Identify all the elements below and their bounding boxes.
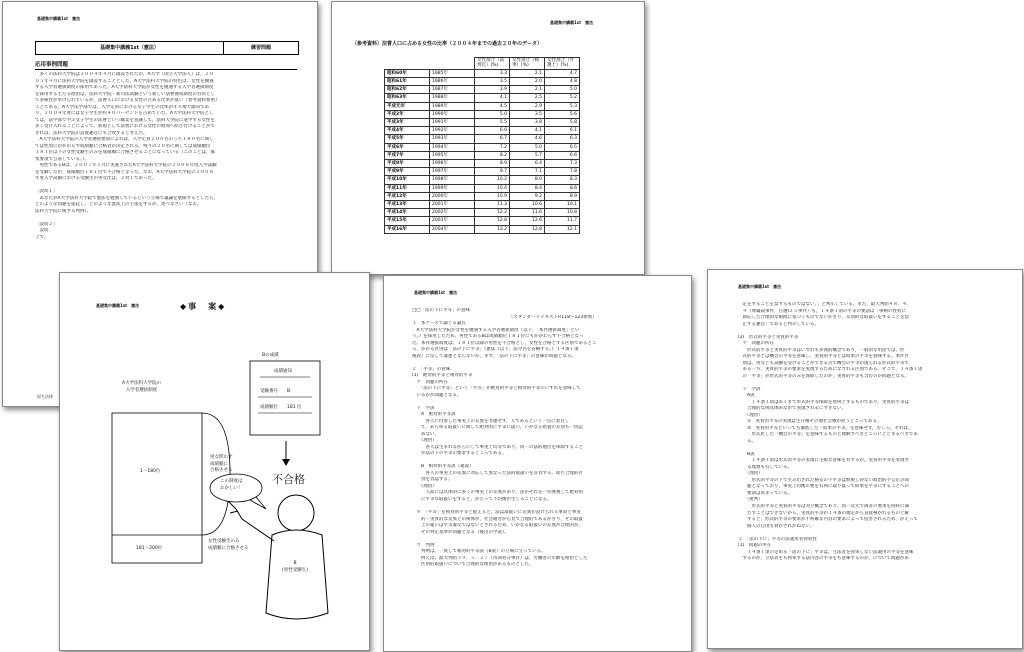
page-header: 基礎集中講義1st 憲法 — [738, 284, 782, 289]
text-line: (1) 問題の所在 — [738, 543, 772, 549]
table-cell: 平成11年 — [385, 184, 430, 192]
text-line: ウ 判例 — [412, 542, 435, 548]
rank-top-label: 1～180位 — [140, 469, 161, 474]
table-cell: 6.7 — [475, 135, 510, 143]
text-line: 別を容認する。 — [412, 477, 453, 483]
title-cell: 基礎集中講義1st（憲法） — [36, 42, 224, 54]
notice-rank: 成績順位 181 位 — [260, 405, 302, 410]
text-line: 年度入学試験における受験生の男女比は，２対１であった。 — [35, 176, 157, 182]
text-line: するのか，立法者をも拘束する法内容の平等をも意味するのか，について問題があ — [738, 556, 909, 562]
page-commentary-2 — [707, 269, 1023, 649]
table-cell: 5.2 — [545, 94, 580, 102]
table-cell: 6.3 — [545, 135, 580, 143]
text-line: が法の下の平等の要求するところである。 — [412, 451, 507, 457]
table-cell: 5.5 — [475, 119, 510, 127]
text-line: 個人の自由も脅かされかねない。 — [738, 523, 815, 529]
notice-title: 成績通知 — [274, 369, 292, 374]
text-line: 判例は，一貫して相対的平等説（B説）の立場に立っている。 — [412, 549, 546, 555]
table-caption: 〔参考資料〕法曹人口に占める女性の比率（２００４年までの過去２０年のデータ） — [352, 41, 543, 47]
page-reference-table — [331, 1, 645, 275]
text-line: A 絶対的平等説 — [412, 412, 456, 418]
table-cell: 2.1 — [510, 69, 545, 77]
table-cell: 2003年 — [430, 217, 475, 225]
table-cell: 平成12年 — [385, 192, 430, 200]
text-line: ア 問題の所在 — [412, 379, 448, 385]
data-table — [384, 57, 580, 234]
text-line: （理由） — [412, 438, 437, 444]
text-line: A説 — [738, 393, 755, 399]
table-row — [385, 168, 580, 176]
text-line: て多様性が挙げられているが，法曹人口における女性の占める比率が低い（参考資料参照） — [35, 98, 220, 104]
text-line: (2) 形式的平等と実質的平等 — [738, 334, 799, 340]
text-line: 式的平等とは機会の平等を意味し，実質的平等とは結果の平等を意味する。本件区 — [738, 354, 909, 360]
text-line: 形式化した「機会の平等」を意味するものと理解すべきところにとどまるべきであ — [738, 432, 918, 438]
commentary-body — [738, 302, 1006, 563]
table-cell: 12.1 — [545, 225, 580, 233]
table-cell: 5.6 — [545, 110, 580, 118]
text-line: 即応した合理的な根拠に基づくものでないかぎり，差別的な取扱いをすることを禁 — [738, 315, 909, 321]
table-cell: 昭和63年 — [385, 94, 430, 102]
table-cell: 3.5 — [510, 110, 545, 118]
table-cell: 10.2 — [475, 176, 510, 184]
text-line: する入学者選抜制度の採用であった。A大学法科大学院が女性を優遇する入学者選抜制度 — [35, 85, 214, 91]
text-line: 男性であるBは，２００７年５月に実施されたA大学法科大学院の２００８年度入学試験 — [35, 163, 217, 169]
text-line: 止する趣旨」であると判示している。 — [738, 321, 819, 327]
text-line: 各人の事実上の差異に対応して異なった法的取扱いを許容する。即ち合理的区 — [412, 470, 583, 476]
table-cell: 9.2 — [510, 192, 545, 200]
text-line: １４条１項の定める「法の下に」平等は，立法者を拘束しない法適用の平等を意味 — [738, 549, 914, 555]
text-line: １４条１項は形式的平等の実現に主眼な意味を有するが，実質的平等を実現す — [738, 458, 909, 464]
text-line: （スタンダードテキストP.118～123参照） — [412, 314, 597, 320]
text-line: た。本件選抜制度は，１８１位以降の男性を不合格とし，女性を合格とする区別であるとこ — [412, 340, 597, 346]
table-row — [385, 160, 580, 168]
notice-label: Bの成績 — [262, 353, 279, 358]
table-cell: 5.8 — [545, 119, 580, 127]
table-cell: 8.6 — [545, 184, 580, 192]
text-line: 上で， — [35, 234, 49, 240]
text-line: （批判） — [738, 497, 763, 503]
text-line: ０５年４月に法科大学院を創設することとした。A大学法科大学院の特色は，女性を優遇 — [35, 78, 214, 84]
text-line: いるかが問題となる。 — [412, 392, 462, 398]
table-cell: 8.2 — [475, 151, 510, 159]
table-cell: 平成15年 — [385, 217, 430, 225]
text-line: １４条１項はあくまで形式的平等保障を原則とするものであり，実質的平等は — [738, 399, 909, 405]
table-row — [385, 119, 580, 127]
table-cell: 1993年 — [430, 135, 475, 143]
table-cell: 7.8 — [545, 168, 580, 176]
person-body-icon — [266, 530, 328, 619]
speech-text: この制度は おかしい！ — [220, 479, 243, 491]
case-title: ◆事 案◆ — [180, 302, 227, 311]
table-cell: 8.4 — [510, 184, 545, 192]
page-case-illustration — [59, 272, 370, 651]
fail-label: 不合格 — [272, 473, 305, 486]
text-line: り，２００４年度には女子学生が約４０パーセントを占めていた。A大学法科大学院とし — [35, 111, 214, 117]
table-cell: 13.2 — [475, 225, 510, 233]
text-line: （理由） — [738, 471, 763, 477]
table-cell: 2002年 — [430, 209, 475, 217]
text-line: 要請は高まっている。 — [738, 490, 792, 496]
table-cell: 1999年 — [430, 184, 475, 192]
text-line: ては，法学部で学ぶ女子学生の法曹という職業を意識して，法科大学院に進学する女性を — [35, 117, 215, 123]
text-line: １８１位以下の女性受験生のみを成績順に合格させることになっている（このことは，募 — [35, 150, 215, 156]
text-line: 人間には具体的に多くの事実上の差異があり，法がそれを一切無視して絶対的 — [412, 490, 583, 496]
table-row — [385, 176, 580, 184]
text-line: ① 実質的平等の実現は生存権その他社会権が担うところである。 — [738, 419, 882, 425]
table-cell: 10.6 — [510, 201, 545, 209]
table-cell: 1987年 — [430, 86, 475, 94]
text-line: ２ 「平等」の意味 — [412, 366, 451, 372]
text-line: 集要項で公表している。）。 — [35, 156, 89, 162]
table-cell: 3.9 — [475, 86, 510, 94]
text-line: ４（尊属殺事件，百選Ⅰ２５事件）も，１４条１項の平等の要請は「事柄の性質に — [738, 308, 906, 314]
table-cell: 5.0 — [475, 110, 510, 118]
text-line: ＊ 「平等」を相対的平等と捉えると，法は取扱いに差異が設けられる事項と事実 — [412, 509, 581, 515]
table-row — [385, 102, 580, 110]
text-line: 各人は生まれながらにして事実上均等であり，同一の法的地位を保障すること — [412, 444, 583, 450]
table-cell: 11.6 — [510, 209, 545, 217]
table-cell: 1997年 — [430, 168, 475, 176]
table-cell: 平成14年 — [385, 209, 430, 217]
table-cell: 平成4年 — [385, 127, 430, 135]
table-cell: 1992年 — [430, 127, 475, 135]
table-cell: 4.8 — [545, 77, 580, 85]
table-row — [385, 69, 580, 77]
table-cell: 5.7 — [510, 151, 545, 159]
title-box — [35, 41, 299, 55]
table-cell: 2.9 — [510, 102, 545, 110]
text-line: B 相対的平等説（通説） — [412, 464, 474, 470]
rule-bottom-label: 女性受験生のみ 成績順に合格させる — [208, 539, 249, 551]
text-line: の「平等」が形式的平等のみを保障したのか，実質的平等も含むのか問題となる。 — [738, 373, 909, 379]
table-cell: 1998年 — [430, 176, 475, 184]
text-line: に平等な取扱いをすると，かえって不均衡が生じることになる。 — [412, 496, 552, 502]
text-line: ② 実質的平等といっても徹底した「結果の平等」を意味せず，むしろ，それは， — [738, 425, 913, 431]
table-cell: 平成13年 — [385, 201, 430, 209]
table-row — [385, 94, 580, 102]
text-line: 後段）に反して違憲とならないか。まず，「法の下に平等」の意味が問題となる。 — [412, 353, 576, 359]
table-header-row — [385, 58, 580, 70]
table-cell: 6.4 — [510, 160, 545, 168]
text-line: どのような問題を提起し，どのような憲法上の主張をするか，述べなさい（なお， — [35, 202, 202, 208]
text-line: ３ 「法の下に」平等の法適用者拘束性 — [738, 536, 817, 542]
table-cell: 1988年 — [430, 94, 475, 102]
section-heading: 応用事例問題 — [35, 60, 297, 70]
table-row — [385, 217, 580, 225]
table-cell: 8.3 — [545, 176, 580, 184]
page-header: 基礎集中講義1st 憲法 — [550, 20, 594, 25]
commentary-body — [412, 308, 674, 569]
table-cell: 平成16年 — [385, 225, 430, 233]
table-cell: 4.1 — [475, 94, 510, 102]
table-cell: 1996年 — [430, 160, 475, 168]
table-row — [385, 86, 580, 94]
text-line: 形式的平等の下で生み出された格差の不平等は無視し得ない政治的不公正の問 — [738, 477, 909, 483]
table-cell: 7.1 — [510, 168, 545, 176]
table-cell: 7.2 — [475, 143, 510, 151]
table-cell: 3.5 — [475, 77, 510, 85]
table-row — [385, 184, 580, 192]
table-cell: 4.6 — [510, 135, 545, 143]
table-cell: 平成6年 — [385, 143, 430, 151]
text-line: 形式的平等と実質的平等は対立概念であり，同一次元で両者の要求を同時に満 — [738, 503, 909, 509]
person-head-icon — [278, 495, 314, 531]
text-line: ことである。A大学法学部では，入学定員における女子学生の比率が年々増大傾向であ — [35, 104, 210, 110]
table-cell: 10.1 — [545, 201, 580, 209]
text-line: イ 学説 — [738, 386, 761, 392]
text-line: 題となっており，事実上均衡の要を有利に取り扱って結果を平等にすることへの — [738, 484, 909, 490]
table-cell: 6.6 — [545, 151, 580, 159]
table-cell: 5.0 — [510, 143, 545, 151]
text-line: B説 — [738, 451, 755, 457]
text-line: ア 問題の所在 — [738, 341, 774, 347]
person-label: B (男性受験生) — [282, 561, 309, 573]
table-cell: 1990年 — [430, 110, 475, 118]
text-line: 定をすることを禁ずるものではない。」と判示している。また，最大判昭４８．４． — [738, 302, 912, 307]
table-cell: 2.0 — [510, 77, 545, 85]
page-header: 基礎集中講義1st 憲法 — [96, 303, 140, 308]
text-line: その判定基準が問題となる（後出の学説）。 — [412, 529, 509, 535]
page-header: 基礎集中講義1st 憲法 — [37, 16, 81, 21]
problem-body — [35, 72, 301, 241]
table-cell: 平成2年 — [385, 110, 430, 118]
table-cell: 9.7 — [475, 168, 510, 176]
text-line: ある一方，実質的平等の要求を実現するためになされる区別である。そこで，１４条１項 — [738, 367, 923, 373]
table-cell: 平成3年 — [385, 119, 430, 127]
table-cell: 2000年 — [430, 192, 475, 200]
table-row — [385, 110, 580, 118]
text-line: を受験したが，成績順位１８１位で不合格となった。なお，A大学法科大学院の２００８ — [35, 169, 214, 175]
table-row — [385, 201, 580, 209]
table-cell: 1991年 — [430, 119, 475, 127]
text-line: 区別的取扱いについて合理的な理由があるものとした。 — [412, 562, 534, 568]
text-line: 〔設問１〕 — [35, 189, 58, 195]
text-line: １ 本ケースで論じる論点 — [412, 321, 466, 327]
table-cell: 平成5年 — [385, 135, 430, 143]
column-header: 女性割合（検事）(%) — [510, 58, 545, 70]
table-row — [385, 77, 580, 85]
text-line: る理想も有している。 — [738, 464, 792, 470]
table-cell: 6.0 — [475, 127, 510, 135]
text-line: 合理的な則具体的な形で実現されるにすぎない。 — [738, 406, 846, 412]
table-cell: 6.1 — [545, 127, 580, 135]
text-line: あなたがA大学法科大学院で憲法を勉強しているという立場で議論を展開するとしたら， — [35, 195, 219, 201]
notice-id: 受験番号 B — [260, 389, 291, 394]
text-line: A大学法科大学院の入学者選抜要項によれば，入学定員２００名のうち１８０名に関し — [35, 137, 214, 143]
table-cell: 3.3 — [475, 69, 510, 77]
rule-top-label: 男女問わず 成績順に 合格させる — [210, 455, 233, 474]
table-cell: 7.3 — [545, 160, 580, 168]
table-cell: 1995年 — [430, 151, 475, 159]
table-cell: 平成8年 — [385, 160, 430, 168]
table-cell: 8.0 — [510, 176, 545, 184]
table-cell: 4.1 — [510, 127, 545, 135]
text-line: を採用する主たる理由は，法科大学院・新司法試験という新しい法曹養成制度の目的とし — [35, 91, 215, 97]
column-header: 女性割合（裁判官）(%) — [475, 58, 510, 70]
text-line: ろ，かかる区別は「法の下に平等」（憲法（以下，法令名を省略する。）１４条１項 — [412, 347, 579, 353]
text-line: 形式的平等と実質的平等はいずれも多義的概念であり，一般的な用法では，形 — [738, 347, 905, 353]
text-line: る。 — [738, 438, 756, 444]
table-cell: 10.9 — [475, 192, 510, 200]
table-cell: 4.5 — [475, 102, 510, 110]
table-cell: 8.9 — [545, 192, 580, 200]
table-cell: 4.7 — [545, 69, 580, 77]
table-row — [385, 143, 580, 151]
table-row — [385, 209, 580, 217]
table-cell: 2.5 — [510, 94, 545, 102]
text-line: イ 学説 — [412, 405, 435, 411]
table-cell: 12.6 — [510, 217, 545, 225]
text-line: （理由） — [738, 412, 763, 418]
table-cell: 10.4 — [475, 184, 510, 192]
table-row — [385, 135, 580, 143]
table-cell: 5.3 — [545, 102, 580, 110]
table-row — [385, 151, 580, 159]
text-line: 設問 — [35, 228, 49, 234]
univ-label: A大学法科大学院の 入学者選抜制度 — [122, 381, 162, 393]
table-row — [385, 225, 580, 233]
text-line: う。）を採用したため，男性であるBは成績順位１８１位にもかかわらず不合格となっ — [412, 334, 584, 340]
table-cell: 1994年 — [430, 143, 475, 151]
table-cell: 11.3 — [475, 201, 510, 209]
table-cell: 平成7年 — [385, 151, 430, 159]
text-line: 別は，男女とも試験を受けることができる点で機会の平等が図られる形式的平等で — [738, 360, 909, 366]
table-cell: 1986年 — [430, 77, 475, 85]
table-cell: 昭和60年 — [385, 69, 430, 77]
table-cell: 11.7 — [545, 217, 580, 225]
text-line: すると，形式的平等の要求が不明確な内容の要求によって侵害されるため，かえって — [738, 517, 918, 523]
text-line: 〔設問２〕 — [35, 221, 58, 227]
page-footer: 原生法律 — [37, 394, 53, 399]
pointing-arm-icon — [236, 509, 274, 541]
table-cell: 5.0 — [545, 86, 580, 94]
table-cell: 12.8 — [475, 217, 510, 225]
text-line: 多く受け入れることによって，新規として法曹における女性の増加へ結び付けることがで — [35, 124, 215, 130]
text-line: 多くの法科大学院は２００４年４月に創設されたが，A大学（国立大学法人）は，２０ — [35, 72, 214, 77]
table-cell: 2004年 — [430, 225, 475, 233]
table-row — [385, 127, 580, 135]
text-line: たすことはできないから，実質的平等が１４条の規定から直接導かれるものと解 — [738, 510, 909, 516]
table-cell: 3.8 — [510, 119, 545, 127]
text-line: □□「法の下に平等」の意味 — [412, 308, 471, 313]
table-cell: 1985年 — [430, 69, 475, 77]
table-cell: 平成元年 — [385, 102, 430, 110]
text-line: (1) 絶対的平等と相対的平等 — [412, 373, 473, 379]
text-line: ては性別にかかわらず成績順に合格者が決定される。残りの２０名に関しては成績順位 — [35, 143, 211, 149]
text-line: 上の違いは平等違反ではないとされるため，いかなる取扱いの差異が合理的か， — [412, 523, 583, 529]
text-line: きれば，法科大学院の設置趣旨にも合致すると考えた。 — [35, 130, 148, 136]
table-cell: 8.9 — [475, 160, 510, 168]
table-cell: 平成9年 — [385, 168, 430, 176]
page-header: 基礎集中講義1st 憲法 — [414, 290, 458, 295]
table-row — [385, 192, 580, 200]
rank-bottom-label: 181～200位 — [136, 546, 163, 551]
text-line: A大学法科大学院が女性を優遇する入学者選抜制度（以下，「本件選抜制度」とい — [412, 327, 580, 333]
table-cell: 10.8 — [545, 209, 580, 217]
text-line: めない。 — [412, 431, 439, 437]
table-cell: 昭和61年 — [385, 77, 430, 85]
text-line: （理由） — [412, 483, 437, 489]
title-right-cell: 練習問題 — [250, 45, 271, 51]
table-cell: 2001年 — [430, 201, 475, 209]
text-line: て，あらゆる取扱いに関して絶対的に平等に扱い，いかなる措置の差別も一切認 — [412, 425, 583, 431]
text-line: 的・実質的な差異との関係が，社会通念から見て合理的であるかぎり，その取扱 — [412, 516, 583, 522]
text-line: 法科大学院に関する判例）。 — [35, 208, 92, 214]
text-line: 「法の下に平等」という「平等」が絶対的平等と相対的平等のいずれを意味して — [412, 386, 581, 392]
column-header: 女性割合（弁護士）(%) — [545, 58, 580, 70]
table-cell: 12.8 — [510, 225, 545, 233]
table-cell: 昭和62年 — [385, 86, 430, 94]
admission-box — [112, 413, 202, 563]
table-cell: 1989年 — [430, 102, 475, 110]
text-line: 各人に付着した事実上の差異を考慮せず，人であるという一点に着目し — [412, 418, 570, 424]
table-cell: 6.5 — [545, 143, 580, 151]
table-cell: 12.2 — [475, 209, 510, 217]
table-cell: 平成10年 — [385, 176, 430, 184]
text-line: 例えば，最大判昭３９．５．２７（待命処分事件）は，労働者の年齢を理由とした — [412, 555, 588, 561]
table-cell: 2.1 — [510, 86, 545, 94]
page-commentary-1 — [383, 275, 692, 652]
